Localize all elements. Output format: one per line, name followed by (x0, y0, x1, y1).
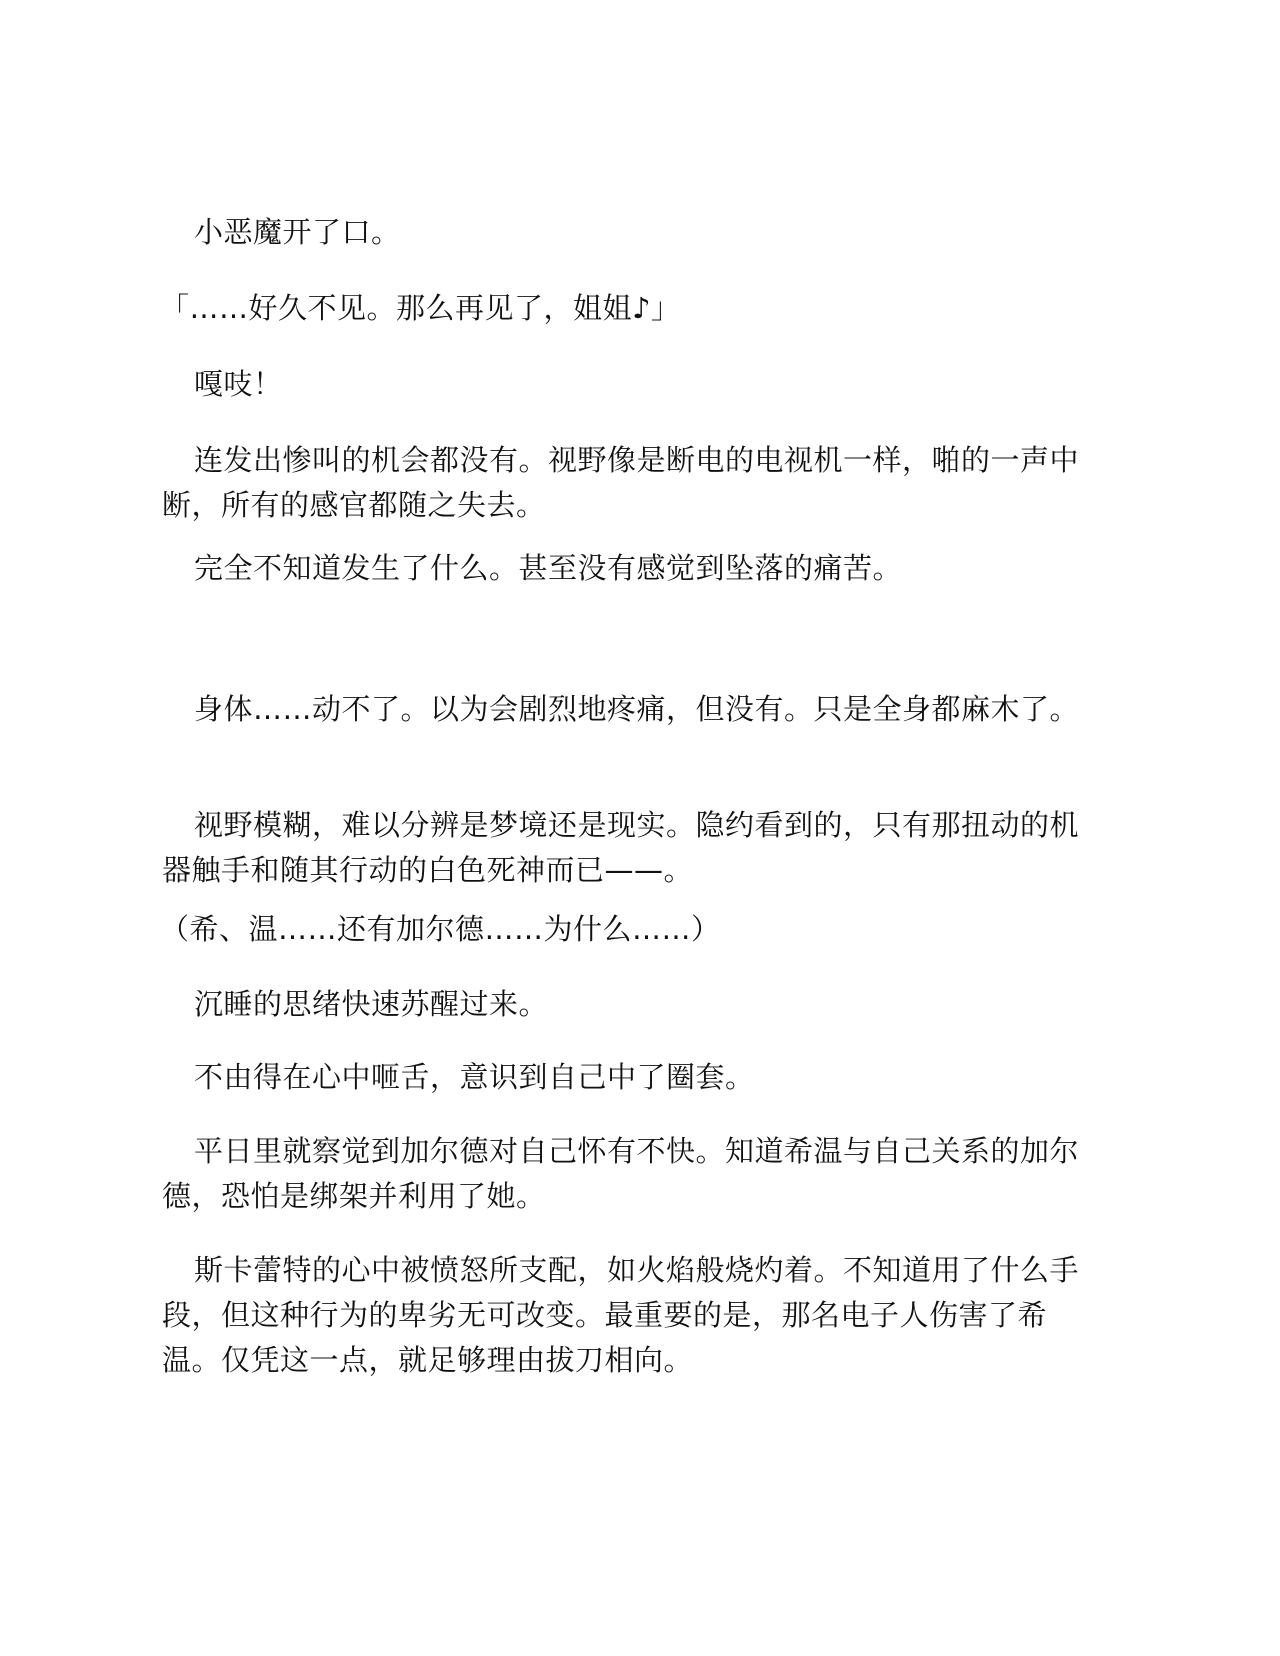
paragraph: 小恶魔开了口。 (194, 215, 401, 249)
paragraph: 嘎吱！ (194, 367, 283, 401)
paragraph: 不由得在心中咂舌，意识到自己中了圈套。 (194, 1060, 755, 1094)
paragraph: 沉睡的思绪快速苏醒过来。 (194, 987, 549, 1021)
paragraph: 平日里就察觉到加尔德对自己怀有不快。知道希温与自己关系的加尔德，恐怕是绑架并利用了她。 (162, 1134, 1080, 1213)
dialogue-line: 「……好久不见。那么再见了，姐姐♪」 (160, 291, 681, 325)
paragraph: 完全不知道发生了什么。甚至没有感觉到坠落的痛苦。 (194, 551, 903, 585)
paragraph: 连发出惨叫的机会都没有。视野像是断电的电视机一样，啪的一声中断，所有的感官都随之失去。 (162, 443, 1080, 522)
paragraph: 视野模糊，难以分辨是梦境还是现实。隐约看到的，只有那扭动的机器触手和随其行动的白色死神而已——。 (162, 808, 1080, 887)
dialogue-line: （希、温……还有加尔德……为什么……） (160, 912, 721, 946)
paragraph: 斯卡蕾特的心中被愤怒所支配，如火焰般烧灼着。不知道用了什么手段，但这种行为的卑劣无可改变。最重要的是，那名电子人伤害了希温。仅凭这一点，就足够理由拔刀相向。 (162, 1253, 1080, 1377)
paragraph: 身体……动不了。以为会剧烈地疼痛，但没有。只是全身都麻木了。 (194, 692, 1080, 726)
